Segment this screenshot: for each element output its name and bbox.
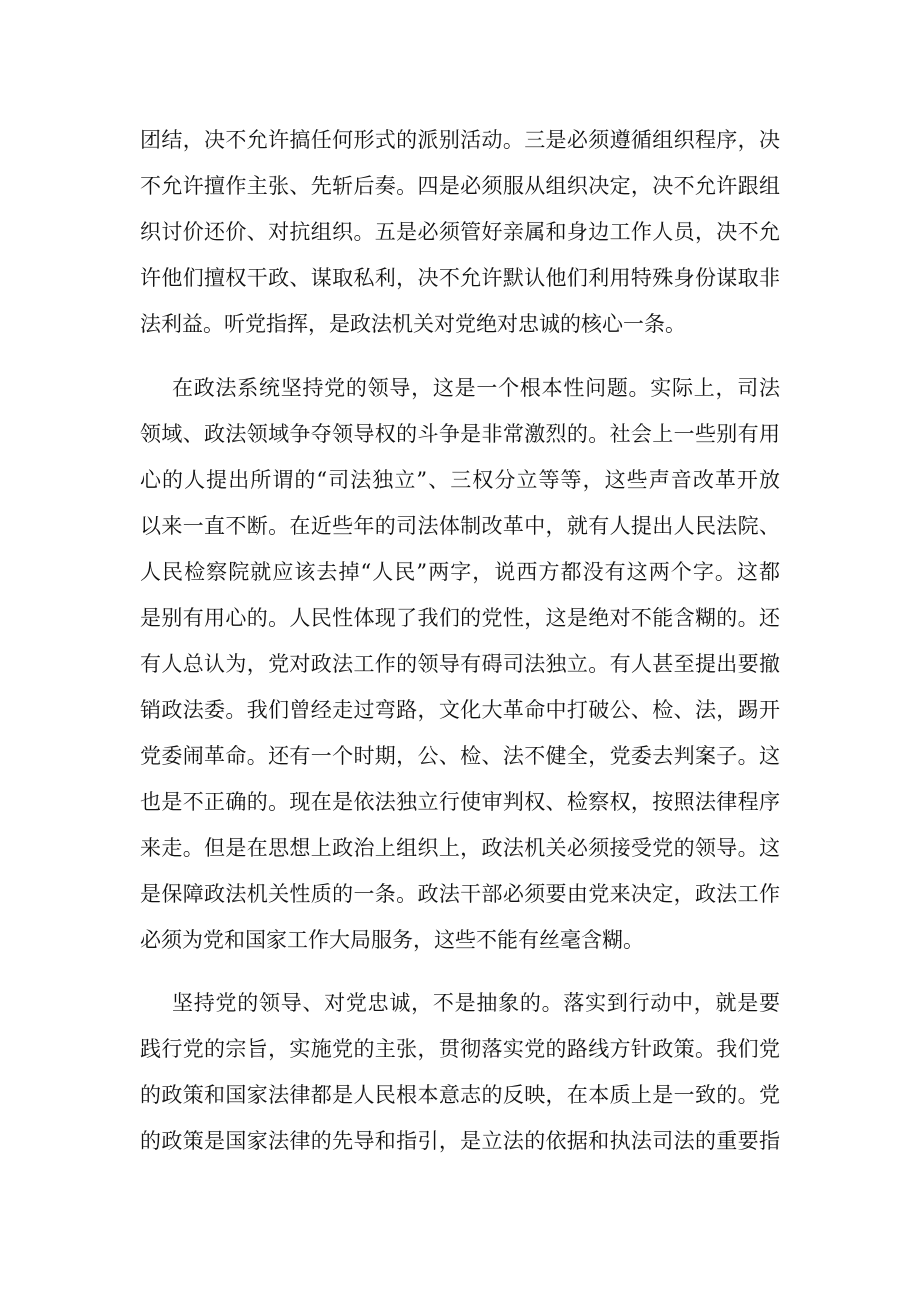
paragraph-line: 心的人提出所谓的“司法独立”、三权分立等等，这些声音改革开放 — [140, 468, 780, 492]
paragraph-line: 是保障政法机关性质的一条。政法干部必须要由党来决定，政法工作 — [140, 882, 780, 906]
paragraph-line: 人民检察院就应该去掉“人民”两字，说西方都没有这两个字。这都 — [140, 560, 780, 584]
paragraph-line: 的政策是国家法律的先导和指引，是立法的依据和执法司法的重要指 — [140, 1129, 780, 1153]
paragraph-line: 法利益。听党指挥，是政法机关对党绝对忠诚的核心一条。 — [140, 312, 686, 336]
paragraph-line: 销政法委。我们曾经走过弯路，文化大革命中打破公、检、法，踢开 — [140, 698, 780, 722]
paragraph-line: 践行党的宗旨，实施党的主张，贯彻落实党的路线方针政策。我们党 — [140, 1037, 780, 1061]
paragraph-1 — [140, 117, 780, 347]
paragraph-line: 是别有用心的。人民性体现了我们的党性，这是绝对不能含糊的。还 — [140, 606, 780, 630]
paragraph-line: 织讨价还价、对抗组织。五是必须管好亲属和身边工作人员，决不允 — [140, 220, 780, 244]
paragraph-3 — [140, 980, 780, 1164]
paragraph-line: 也是不正确的。现在是依法独立行使审判权、检察权，按照法律程序 — [140, 790, 780, 814]
paragraph-line: 有人总认为，党对政法工作的领导有碍司法独立。有人甚至提出要撤 — [140, 652, 780, 676]
paragraph-line: 坚持党的领导、对党忠诚，不是抽象的。落实到行动中，就是要 — [172, 991, 780, 1015]
paragraph-line: 必须为党和国家工作大局服务，这些不能有丝毫含糊。 — [140, 928, 644, 952]
paragraph-line: 来走。但是在思想上政治上组织上，政法机关必须接受党的领导。这 — [140, 836, 780, 860]
paragraph-line: 在政法系统坚持党的领导，这是一个根本性问题。实际上，司法 — [172, 376, 780, 400]
paragraph-line: 的政策和国家法律都是人民根本意志的反映，在本质上是一致的。党 — [140, 1083, 780, 1107]
paragraph-line: 不允许擅作主张、先斩后奏。四是必须服从组织决定，决不允许跟组 — [140, 174, 780, 198]
paragraph-line: 团结，决不允许搞任何形式的派别活动。三是必须遵循组织程序，决 — [140, 128, 780, 152]
paragraph-line: 以来一直不断。在近些年的司法体制改革中，就有人提出人民法院、 — [140, 514, 780, 538]
paragraph-2 — [140, 365, 780, 963]
paragraph-line: 党委闹革命。还有一个时期，公、检、法不健全，党委去判案子。这 — [140, 744, 780, 768]
paragraph-line: 领域、政法领域争夺领导权的斗争是非常激烈的。社会上一些别有用 — [140, 422, 780, 446]
paragraph-line: 许他们擅权干政、谋取私利，决不允许默认他们利用特殊身份谋取非 — [140, 266, 780, 290]
